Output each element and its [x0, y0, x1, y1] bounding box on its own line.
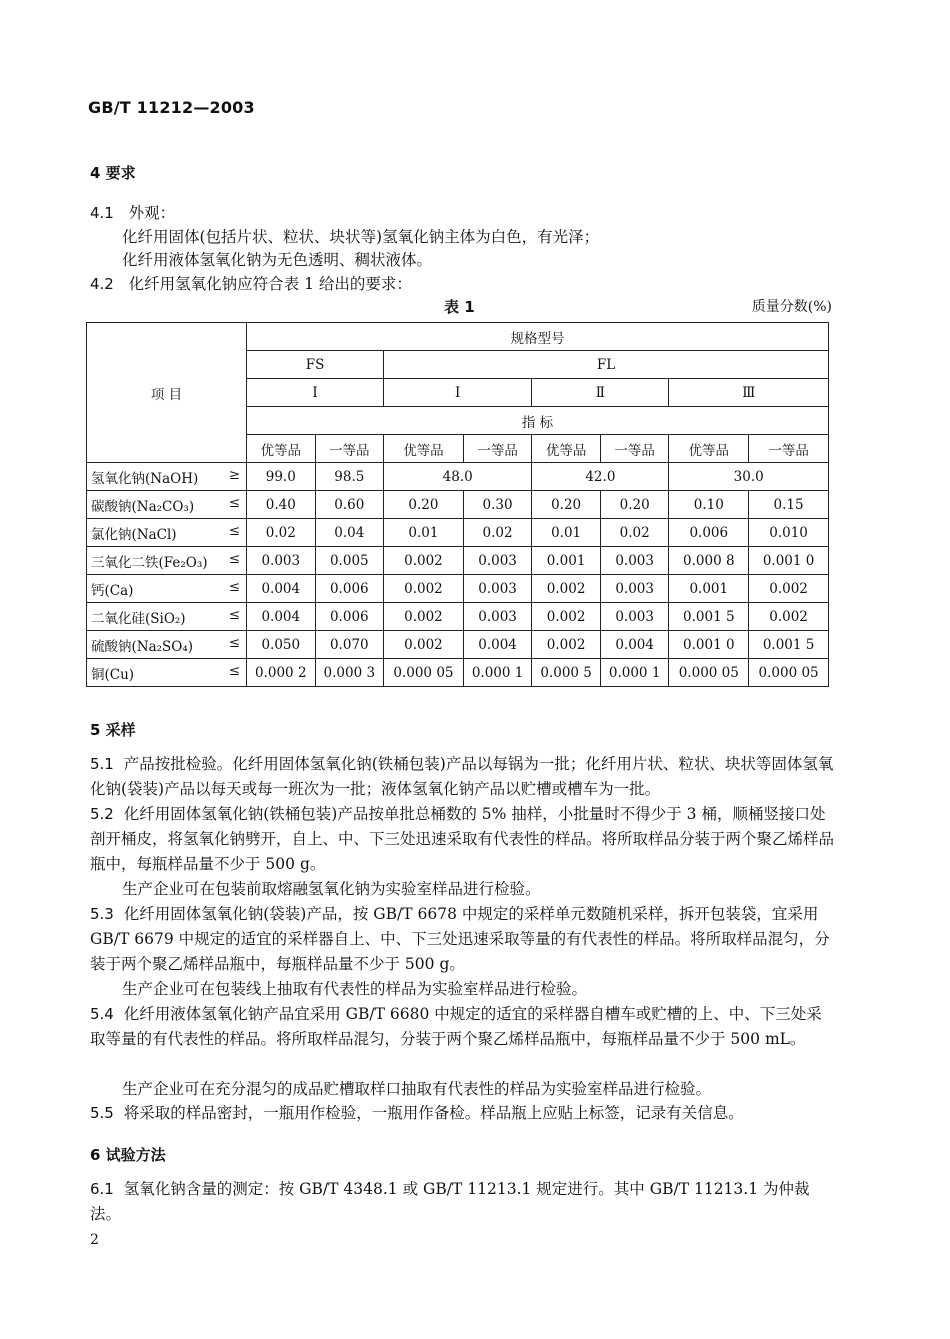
row-item-name: 铜(Cu)	[91, 666, 135, 683]
clause-text: 将采取的样品密封，一瓶用作检验，一瓶用作备检。样品瓶上应贴上标签，记录有关信息。	[123, 1104, 744, 1122]
clause-4-2	[90, 272, 412, 294]
cell: 0.002	[749, 575, 829, 603]
clause-5-2-note: 生产企业可在包装前取熔融氢氧化钠为实验室样品进行检验。	[122, 880, 541, 898]
clause-number: 5.3	[90, 905, 114, 923]
table-row	[87, 491, 829, 519]
clause-6-1	[90, 1177, 834, 1227]
cell: 0.000 3	[315, 659, 384, 687]
row-item-name: 氢氧化钠(NaOH)	[91, 470, 199, 487]
cell: 0.003	[600, 575, 669, 603]
cell: 0.01	[384, 519, 464, 547]
quality-level: 一等品	[749, 435, 829, 463]
clause-4-1-line-1: 化纤用固体(包括片状、粒状、块状等)氢氧化钠主体为白色，有光泽；	[122, 228, 600, 246]
cell: 0.60	[315, 491, 384, 519]
table-row	[87, 519, 829, 547]
row-item-name: 硫酸钠(Na₂SO₄)	[91, 638, 194, 655]
page-number: 2	[90, 1232, 99, 1248]
cell: 0.006	[669, 519, 749, 547]
cell: 0.40	[247, 491, 316, 519]
row-item	[87, 575, 247, 603]
clause-number: 6.1	[90, 1180, 114, 1198]
clause-text: 化纤用固体氢氧化钠(铁桶包装)产品按单批总桶数的 5% 抽样，小批量时不得少于 3 桶，顺桶竖接口处剖开桶皮，将氢氧化钠劈开，自上、中、下三处迅速采取有代表性的样品。将所取样品分装于两个聚乙烯样品瓶中，每瓶样品量不少于 500 g。	[90, 805, 835, 873]
row-operator: ≤	[228, 634, 240, 651]
grade-fl-ii: Ⅱ	[532, 379, 669, 407]
clause-5-3-note: 生产企业可在包装线上抽取有代表性的样品为实验室样品进行检验。	[122, 980, 588, 998]
row-item-name: 二氧化硅(SiO₂)	[91, 610, 186, 627]
clause-text: 化纤用固体氢氧化钠(袋装)产品，按 GB/T 6678 中规定的采样单元数随机采样，拆开包装袋，宜采用 GB/T 6679 中规定的适宜的采样器自上、中、下三处迅速采取等量的有代表性的样品。将所取样品混匀，分装于两个聚乙烯样品瓶中，每瓶样品量不少于 500 g。	[90, 905, 830, 973]
clause-number: 4.2	[90, 275, 114, 293]
cell: 0.005	[315, 547, 384, 575]
row-item-name: 氯化钠(NaCl)	[91, 526, 177, 543]
clause-5-5	[90, 1101, 834, 1126]
clause-text: 化纤用液体氢氧化钠产品宜采用 GB/T 6680 中规定的适宜的采样器自槽车或贮槽的上、中、下三处采取等量的有代表性的样品。将所取样品混匀，分装于两个聚乙烯样品瓶中，每瓶样品量不少于 500 mL。	[90, 1005, 822, 1048]
quality-level: 优等品	[384, 435, 464, 463]
section-4-heading: 4 要求	[90, 164, 136, 182]
cell: 0.002	[532, 575, 601, 603]
clause-5-1	[90, 752, 834, 802]
cell: 0.004	[600, 631, 669, 659]
row-item	[87, 463, 247, 491]
clause-5-4-note: 生产企业可在充分混匀的成品贮槽取样口抽取有代表性的样品为实验室样品进行检验。	[122, 1080, 712, 1098]
header-fl: FL	[384, 351, 829, 379]
spec-table	[86, 322, 829, 687]
row-operator: ≤	[228, 550, 240, 567]
table-row	[87, 631, 829, 659]
cell: 0.000 2	[247, 659, 316, 687]
cell: 0.000 1	[463, 659, 532, 687]
cell: 0.000 05	[384, 659, 464, 687]
cell: 0.003	[463, 603, 532, 631]
clause-5-4	[90, 1002, 834, 1052]
clause-5-3	[90, 902, 834, 977]
clause-text: 氢氧化钠含量的测定：按 GB/T 4348.1 或 GB/T 11213.1 规定进行。其中 GB/T 11213.1 为仲裁法。	[90, 1180, 810, 1223]
cell: 0.004	[463, 631, 532, 659]
quality-level: 优等品	[532, 435, 601, 463]
table-header-row	[87, 323, 829, 351]
row-item	[87, 603, 247, 631]
cell: 0.003	[247, 547, 316, 575]
row-item	[87, 547, 247, 575]
cell: 0.002	[532, 603, 601, 631]
cell: 0.003	[463, 547, 532, 575]
cell: 0.050	[247, 631, 316, 659]
cell: 0.004	[247, 603, 316, 631]
row-operator: ≤	[228, 522, 240, 539]
row-operator: ≤	[228, 662, 240, 679]
cell: 30.0	[669, 463, 829, 491]
cell: 0.001 0	[749, 547, 829, 575]
cell: 0.01	[532, 519, 601, 547]
cell: 0.000 1	[600, 659, 669, 687]
header-index: 指 标	[247, 407, 829, 435]
document-code: GB/T 11212—2003	[88, 98, 255, 117]
quality-level: 一等品	[315, 435, 384, 463]
clause-number: 4.1	[90, 204, 114, 222]
cell: 48.0	[384, 463, 532, 491]
clause-4-1	[90, 201, 175, 223]
table-unit: 质量分数(%)	[751, 299, 832, 315]
cell: 0.000 8	[669, 547, 749, 575]
table-row	[87, 463, 829, 491]
row-item	[87, 631, 247, 659]
cell: 0.070	[315, 631, 384, 659]
cell: 0.002	[532, 631, 601, 659]
quality-level: 优等品	[669, 435, 749, 463]
header-spec: 规格型号	[247, 323, 829, 351]
cell: 0.003	[463, 575, 532, 603]
header-fs: FS	[247, 351, 384, 379]
cell: 0.02	[600, 519, 669, 547]
clause-5-2	[90, 802, 834, 877]
row-item-name: 碳酸钠(Na₂CO₃)	[91, 498, 195, 515]
table-row	[87, 547, 829, 575]
cell: 0.20	[532, 491, 601, 519]
cell: 0.001 5	[749, 631, 829, 659]
grade-fl-iii: Ⅲ	[669, 379, 829, 407]
row-operator: ≤	[228, 606, 240, 623]
clause-number: 5.4	[90, 1005, 114, 1023]
clause-text: 化纤用氢氧化钠应符合表 1 给出的要求：	[128, 275, 412, 293]
table-caption: 表 1	[444, 298, 475, 316]
table-row	[87, 575, 829, 603]
quality-level: 一等品	[600, 435, 669, 463]
cell: 98.5	[315, 463, 384, 491]
quality-level: 一等品	[463, 435, 532, 463]
row-item	[87, 491, 247, 519]
cell: 0.002	[384, 631, 464, 659]
cell: 0.000 5	[532, 659, 601, 687]
cell: 0.001	[669, 575, 749, 603]
row-item	[87, 659, 247, 687]
cell: 0.002	[384, 603, 464, 631]
cell: 0.001	[532, 547, 601, 575]
cell: 0.001 5	[669, 603, 749, 631]
section-6-heading: 6 试验方法	[90, 1146, 166, 1164]
row-item-name: 钙(Ca)	[91, 582, 134, 599]
cell: 0.002	[749, 603, 829, 631]
clause-text: 产品按批检验。化纤用固体氢氧化钠(铁桶包装)产品以每锅为一批；化纤用片状、粒状、块状等固体氢氧化钠(袋装)产品以每天或每一班次为一批；液体氢氧化钠产品以贮槽或槽车为一批。	[90, 755, 834, 798]
cell: 0.002	[384, 575, 464, 603]
cell: 0.02	[463, 519, 532, 547]
cell: 0.004	[247, 575, 316, 603]
cell: 0.000 05	[669, 659, 749, 687]
cell: 0.04	[315, 519, 384, 547]
row-operator: ≤	[228, 578, 240, 595]
clause-4-1-line-2: 化纤用液体氢氧化钠为无色透明、稠状液体。	[122, 251, 433, 269]
cell: 0.20	[600, 491, 669, 519]
cell: 0.30	[463, 491, 532, 519]
cell: 0.20	[384, 491, 464, 519]
clause-number: 5.5	[90, 1104, 114, 1122]
cell: 0.006	[315, 603, 384, 631]
row-operator: ≤	[228, 494, 240, 511]
cell: 0.001 0	[669, 631, 749, 659]
clause-title: 外观：	[128, 204, 176, 222]
cell: 42.0	[532, 463, 669, 491]
clause-number: 5.1	[90, 755, 114, 773]
cell: 0.10	[669, 491, 749, 519]
clause-number: 5.2	[90, 805, 114, 823]
cell: 0.002	[384, 547, 464, 575]
section-5-heading: 5 采样	[90, 721, 136, 739]
cell: 0.003	[600, 603, 669, 631]
cell: 0.02	[247, 519, 316, 547]
cell: 0.000 05	[749, 659, 829, 687]
row-operator: ≥	[228, 466, 240, 483]
cell: 0.006	[315, 575, 384, 603]
header-item: 项 目	[87, 323, 247, 463]
cell: 99.0	[247, 463, 316, 491]
row-item-name: 三氧化二铁(Fe₂O₃)	[91, 554, 208, 571]
cell: 0.010	[749, 519, 829, 547]
table-row	[87, 603, 829, 631]
grade-fs-i: Ⅰ	[247, 379, 384, 407]
cell: 0.15	[749, 491, 829, 519]
table-row	[87, 659, 829, 687]
cell: 0.003	[600, 547, 669, 575]
row-item	[87, 519, 247, 547]
grade-fl-i: Ⅰ	[384, 379, 532, 407]
quality-level: 优等品	[247, 435, 316, 463]
